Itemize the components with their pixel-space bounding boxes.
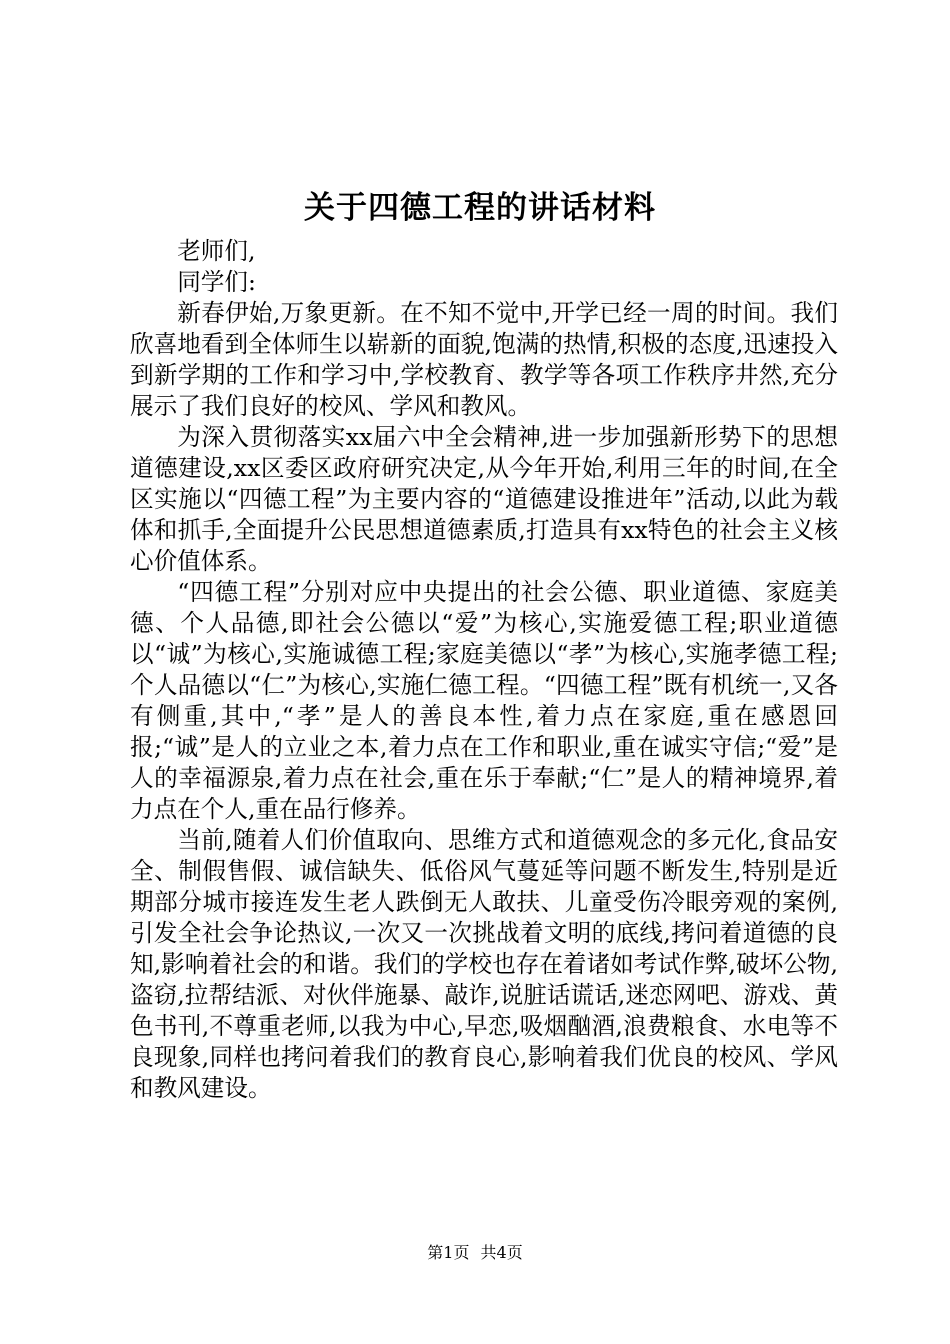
- paragraph-current-issues: 当前,随着人们价值取向、思维方式和道德观念的多元化,食品安全、制假售假、诚信缺失、低俗风气蔓延等问题不断发生,特别是近期部分城市接连发生老人跌倒无人敢扶、儿童受伤冷眼旁观的案例,引发全社会争论热议,一次又一次挑战着文明的底线,拷问着道德的良知,影响着社会的和谐。我们的学校也存在着诸如考试作弊,破坏公物,盗窃,拉帮结派、对伙伴施暴、敲诈,说脏话谎话,迷恋网吧、游戏、黄色书刊,不尊重老师,以我为中心,早恋,吸烟酗酒,浪费粮食、水电等不良现象,同样也拷问着我们的教育良心,影响着我们优良的校风、学风和教风建设。: [130, 826, 838, 1102]
- salutation-students: 同学们:: [177, 268, 256, 296]
- page-footer: [0, 1242, 950, 1264]
- page-number: 第1页: [427, 1243, 470, 1262]
- paragraph-four-virtues: “四德工程”分别对应中央提出的社会公德、职业道德、家庭美德、个人品德,即社会公德以“爱”为核心,实施爱德工程;职业道德以“诚”为核心,实施诚德工程;家庭美德以“孝”为核心,实施孝德工程;个人品德以“仁”为核心,实施仁德工程。“四德工程”既有机统一,又各有侧重,其中,“孝”是人的善良本性,着力点在家庭,重在感恩回报;“诚”是人的立业之本,着力点在工作和职业,重在诚实守信;“爱”是人的幸福源泉,着力点在社会,重在乐于奉献;“仁”是人的精神境界,着力点在个人,重在品行修养。: [130, 578, 838, 823]
- document-title: 关于四德工程的讲话材料: [304, 190, 656, 226]
- paragraph-policy: 为深入贯彻落实xx届六中全会精神,进一步加强新形势下的思想道德建设,xx区委区政府研究决定,从今年开始,利用三年的时间,在全区实施以“四德工程”为主要内容的“道德建设推进年”活动,以此为载体和抓手,全面提升公民思想道德素质,打造具有xx特色的社会主义核心价值体系。: [130, 423, 838, 575]
- page-total: 共4页: [480, 1243, 523, 1262]
- document-body: [130, 236, 838, 1104]
- paragraph-opening: 新春伊始,万象更新。在不知不觉中,开学已经一周的时间。我们欣喜地看到全体师生以崭新的面貌,饱满的热情,积极的态度,迅速投入到新学期的工作和学习中,学校教育、教学等各项工作秩序井然,充分展示了我们良好的校风、学风和教风。: [130, 299, 838, 420]
- salutation-teachers: 老师们,: [177, 237, 256, 265]
